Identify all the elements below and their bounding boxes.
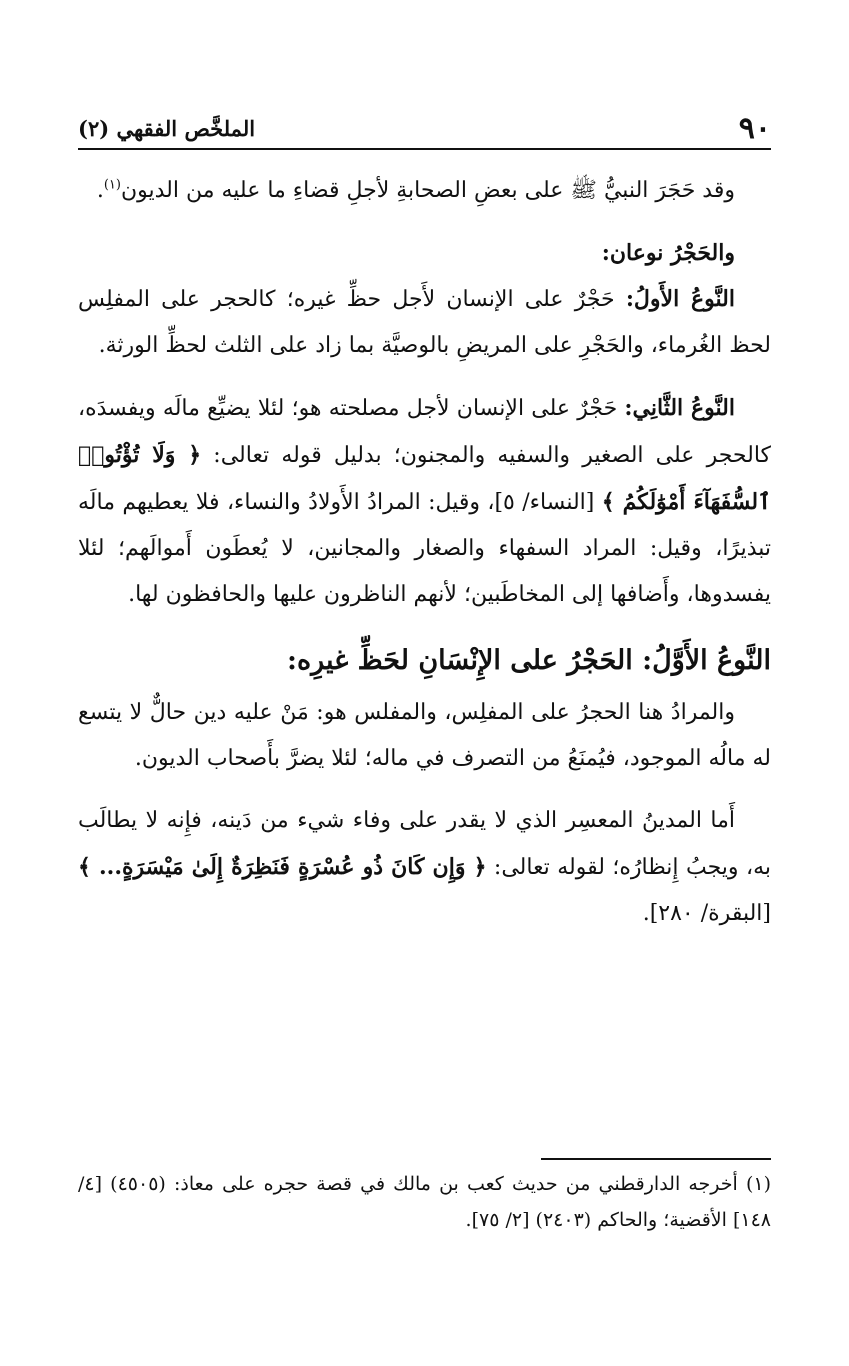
- second-type-text-b: [النساء/ ٥]، وقيل: المرادُ الأَولادُ والنساء، فلا يعطيهم مالَه تبذيرًا، وقيل: المراد السفهاء والصغار والمجانين، لا يُعطَون أَموالَهم؛ لئلا يفسدوها، وأَضافها إلى المخاطَبين؛ لأنهم الناظرون عليها والحافظون لها.: [78, 490, 771, 607]
- second-type-lead: النَّوعُ الثَّانِي:: [624, 395, 735, 421]
- intro-text: وقد حَجَرَ النبيُّ ﷺ على بعضِ الصحابةِ لأجلِ قضاءِ ما عليه من الديون: [120, 178, 735, 203]
- quran-verse-nisa: ﴿ وَلَا تُؤْتُوا۟ ٱلسُّفَهَآءَ أَمْوَٰلَكُمُ ﴾: [78, 442, 771, 515]
- first-type-lead: النَّوعُ الأَولُ:: [625, 286, 735, 312]
- paragraph-intro: [78, 168, 771, 214]
- page-number: ٩٠: [738, 110, 771, 146]
- quran-verse-baqara: ﴿ وَإِن كَانَ ذُو عُسْرَةٍ فَنَظِرَةٌ إِلَىٰ مَيْسَرَةٍ... ﴾: [78, 854, 487, 880]
- main-text: [78, 168, 771, 937]
- paragraph-muflis: والمرادُ هنا الحجرُ على المفلِس، والمفلس هو: مَنْ عليه دين حالٌّ لا يتسع له مالُه الموجود، فيُمنَعُ من التصرف في ماله؛ لئلا يضرَّ بأَصحاب الديون.: [78, 700, 771, 771]
- paragraph-second-type: [78, 385, 771, 618]
- paragraph-debtor: [78, 798, 771, 937]
- footnote-1: (١) أخرجه الدارقطني من حديث كعب بن مالك في قصة حجره على معاذ: (٤٥٠٥) [٤/ ١٤٨] الأقضية؛ والحاكم (٢٤٠٣) [٢/ ٧٥].: [78, 1173, 771, 1231]
- debtor-text-a: أَما المدينُ المعسِر الذي لا يقدر على وفاء شيء من دَينه، فإِنه لا يطالَب به، ويجبُ إِنظارُه؛ لقوله تعالى:: [78, 808, 771, 880]
- paragraph-types-heading: والحَجْرُ نوعان:: [601, 240, 735, 266]
- first-type-text: حَجْرٌ على الإنسان لأَجل حظِّ غيره؛ كالحجر على المفلِس لحظ الغُرماء، والحَجْرِ على المريضِ بالوصيَّة بما زاد على الثلث لحظِّ الورثة.: [78, 287, 771, 358]
- second-type-text-a: حَجْرٌ على الإنسان لأجل مصلحته هو؛ لئلا يضيِّع مالَه ويفسدَه، كالحجر على الصغير والسفيه والمجنون؛ بدليل قوله تعالى:: [78, 396, 772, 468]
- debtor-text-b: [البقرة/ ٢٨٠].: [642, 901, 771, 926]
- running-title: الملخَّص الفقهي (٢): [78, 115, 256, 141]
- section-heading: النَّوعُ الأَوَّلُ: الحَجْرُ على الإِنْسَانِ لحَظِّ غيرِه:: [286, 645, 771, 676]
- footnote-divider: [541, 1158, 771, 1160]
- page-header: [78, 108, 771, 150]
- paragraph-first-type: [78, 276, 771, 369]
- footnotes: [78, 1166, 771, 1238]
- intro-end: .: [96, 178, 104, 203]
- footnote-marker: (١): [103, 177, 121, 193]
